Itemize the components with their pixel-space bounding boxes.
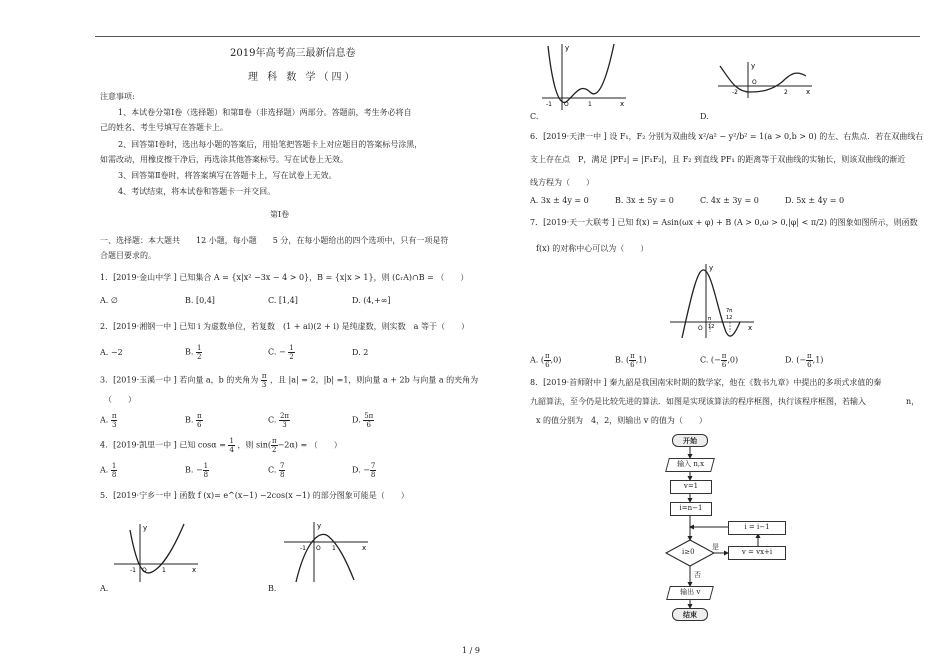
fraction: $\frac{1}{2}$ xyxy=(196,344,202,361)
q5-option-c: C. xyxy=(530,112,539,121)
q5-graph-a xyxy=(112,522,202,584)
flow-start: 开始 xyxy=(672,434,708,447)
q7-option-c: C. (− $\frac{\pi}{6}$ ,0) xyxy=(700,352,739,369)
svg-text:O: O xyxy=(316,545,321,552)
note-line: 4、考试结束，将本试卷和答题卡一并交回。 xyxy=(118,187,276,196)
flow-input: 输入 n,x xyxy=(665,458,715,472)
exam-subtitle: 理 科 数 学（四） xyxy=(248,72,358,83)
option-letter: C. xyxy=(268,347,277,357)
q3-option-d: D. $\frac{5\pi}{6}$ xyxy=(352,412,374,429)
svg-text:12: 12 xyxy=(708,324,715,330)
q6-option-a: A. 3x ± 4y = 0 xyxy=(530,196,589,205)
svg-text:x: x xyxy=(362,544,367,552)
svg-text:y: y xyxy=(143,524,148,532)
svg-text:x: x xyxy=(620,100,625,108)
q2-option-b xyxy=(185,344,202,361)
question-8-stem-cont: 九韶算法，至今仍是比较先进的算法．如图是实现该算法的程序框图，执行该程序框图，若输入 n， xyxy=(530,397,920,406)
q7-option-b: B. ( $\frac{\pi}{6}$ ,1) xyxy=(615,352,647,369)
q1-option-a: A. ∅ xyxy=(100,296,118,305)
svg-text:-1: -1 xyxy=(300,545,306,552)
q4-option-a: A. $\frac{1}{8}$ xyxy=(100,462,117,479)
svg-text:y: y xyxy=(751,62,756,70)
fraction: $\frac{\pi}{3}$ xyxy=(261,372,267,389)
svg-text:2: 2 xyxy=(784,89,788,96)
question-6-stem-cont: 支上存在点 P，满足 |PF₂| = |F₁F₂|，且 F₂ 到直线 PF₁ 的距离等于双曲线的实轴长，则该双曲线的渐近 xyxy=(530,155,906,164)
section-heading: 一、选择题：本大题共 12 小题，每小题 5 分，在每小题给出的四个选项中，只有一项是符 xyxy=(100,236,449,245)
q6-option-b: B. 3x ± 5y = 0 xyxy=(615,196,674,205)
option-letter: B. xyxy=(185,347,194,357)
question-4-stem: 4．[2019·凯里一中 ] 已知 cosα = $\frac{1}{4}$ ，则 sin( $\frac{\pi}{2}$ −2α) = （ ） xyxy=(100,437,342,454)
q6-option-c: C. 4x ± 3y = 0 xyxy=(700,196,759,205)
flow-no-label: 否 xyxy=(694,571,701,579)
flow-decrement-i: i = i−1 xyxy=(728,521,786,535)
q7-graph xyxy=(668,262,758,340)
q5-option-b: B. xyxy=(268,584,277,593)
notice-label: 注意事项: xyxy=(100,92,135,101)
header-rule xyxy=(95,36,920,37)
note-line: 3、回答第Ⅱ卷时，将答案填写在答题卡上，写在试卷上无效。 xyxy=(118,171,337,180)
svg-text:-1: -1 xyxy=(130,567,136,574)
q5-option-d: D. xyxy=(700,112,709,121)
q7-option-a: A. ( $\frac{\pi}{6}$ ,0) xyxy=(530,352,562,369)
flow-update-v: v = vx+i xyxy=(728,546,786,560)
question-8-stem: 8．[2019·首师附中 ] 秦九韶是我国南宋时期的数学家，他在《数书九章》中提出的多项式求值的秦 xyxy=(530,378,882,387)
question-1-stem: 1．[2019·金山中学 ] 已知集合 A = {x|x² −3x − 4 > 0}，B = {x|x > 1}，则 (∁ᵣA)∩B = （ ） xyxy=(100,273,469,282)
svg-text:1: 1 xyxy=(162,567,166,574)
q2-option-a: A. −2 xyxy=(100,348,123,357)
exam-title: 2019年高考高三最新信息卷 xyxy=(230,48,356,59)
note-line: 如需改动，用橡皮擦干净后，再选涂其他答案标号。写在试卷上无效。 xyxy=(100,155,348,164)
q4-option-c: C. $\frac{7}{8}$ xyxy=(268,462,285,479)
flow-init-i: i=n−1 xyxy=(670,502,712,516)
question-3-answer-paren: （ ） xyxy=(104,395,136,404)
question-8-stem-cont: x 的值分别为 4，2，则输出 v 的值为（ ） xyxy=(536,416,707,425)
note-line: 己的姓名、考生号填写在答题卡上。 xyxy=(100,123,228,132)
q1-option-b: B. [0,4] xyxy=(185,296,215,305)
question-3-stem: 3．[2019·玉溪一中 ] 若向量 a，b 的夹角为 $\frac{\pi}{3}$ ，且 |a| = 2，|b| =1，则向量 a + 2b 与向量 a 的夹角为 xyxy=(100,372,479,389)
svg-text:y: y xyxy=(317,522,322,530)
question-7-stem-cont: f(x) 的对称中心可以为（ ） xyxy=(536,244,649,253)
q4-option-b: B. − $\frac{1}{8}$ xyxy=(185,462,209,479)
section-heading-cont: 合题目要求的。 xyxy=(100,251,156,260)
part-title: 第Ⅰ卷 xyxy=(270,210,290,219)
svg-text:1: 1 xyxy=(332,545,336,552)
q2-option-c xyxy=(268,344,295,361)
q2-option-d: D. 2 xyxy=(352,348,369,357)
svg-text:-2: -2 xyxy=(732,89,738,96)
flow-output: 输出 v xyxy=(666,586,714,600)
svg-text:-1: -1 xyxy=(546,101,552,108)
q3-option-b: B. $\frac{\pi}{6}$ xyxy=(185,412,202,429)
q5-option-a: A. xyxy=(100,584,109,593)
q1-option-d: D. (4,+∞] xyxy=(352,296,391,305)
q4-option-d: D. − $\frac{7}{8}$ xyxy=(352,462,376,479)
svg-text:y: y xyxy=(565,44,570,52)
minus-sign: − xyxy=(278,347,286,357)
q5-graph-b xyxy=(282,520,372,584)
svg-text:x: x xyxy=(806,88,811,96)
question-2-stem: 2．[2019·湘钢一中 ] 已知 i 为虚数单位，若复数 (1 + ai)(2 + i) 是纯虚数，则实数 a 等于（ ） xyxy=(100,322,469,331)
q3-option-c: C. $\frac{2\pi}{3}$ xyxy=(268,412,289,429)
q3-option-a: A. $\frac{\pi}{3}$ xyxy=(100,412,117,429)
svg-text:O: O xyxy=(752,79,757,86)
fraction: $\frac{1}{2}$ xyxy=(289,344,294,361)
q5-graph-c xyxy=(540,42,630,112)
svg-text:O: O xyxy=(698,325,703,332)
svg-text:O: O xyxy=(142,567,147,574)
question-6-stem-cont: 线方程为（ ） xyxy=(530,178,594,187)
q6-option-d: D. 5x ± 4y = 0 xyxy=(785,196,845,205)
svg-text:x: x xyxy=(748,324,753,332)
svg-text:π: π xyxy=(708,316,712,322)
svg-text:1: 1 xyxy=(588,101,592,108)
note-line: 2、回答第Ⅰ卷时，选出每小题的答案后，用铅笔把答题卡上对应题目的答案标号涂黑， xyxy=(118,140,423,149)
flow-condition: i≥0 xyxy=(682,548,695,556)
svg-text:O: O xyxy=(564,101,569,108)
flow-yes-label: 是 xyxy=(712,543,719,551)
svg-text:12: 12 xyxy=(726,315,733,321)
q7-option-d: D. (− $\frac{\pi}{6}$ ,1) xyxy=(785,352,824,369)
svg-text:x: x xyxy=(192,566,197,574)
q5-graph-d xyxy=(716,60,816,100)
page-number: 1 / 9 xyxy=(462,646,480,655)
question-6-stem: 6．[2019·天津一中 ] 设 F₁，F₂ 分别为双曲线 x²/a² − y²/b² = 1(a > 0,b > 0) 的左、右焦点．若在双曲线右 xyxy=(530,132,924,141)
flow-end: 结束 xyxy=(672,608,708,621)
question-7-stem: 7．[2019·天一大联考 ] 已知 f(x) = Asin(ωx + φ) + B (A > 0,ω > 0,|φ| < π/2) 的图象如图所示，则函数 xyxy=(530,218,918,227)
note-line: 1、本试卷分第Ⅰ卷（选择题）和第Ⅱ卷（非选择题）两部分。答题前，考生务必将自 xyxy=(118,108,412,117)
svg-text:y: y xyxy=(709,264,714,272)
svg-text:7π: 7π xyxy=(726,308,733,314)
q1-option-c: C. [1,4] xyxy=(268,296,298,305)
question-5-stem: 5．[2019·宁乡一中 ] 函数 f (x)= e^(x−1) −2cos(x −1) 的部分图象可能是（ ） xyxy=(100,491,409,500)
flow-init-v: v=1 xyxy=(670,480,712,494)
